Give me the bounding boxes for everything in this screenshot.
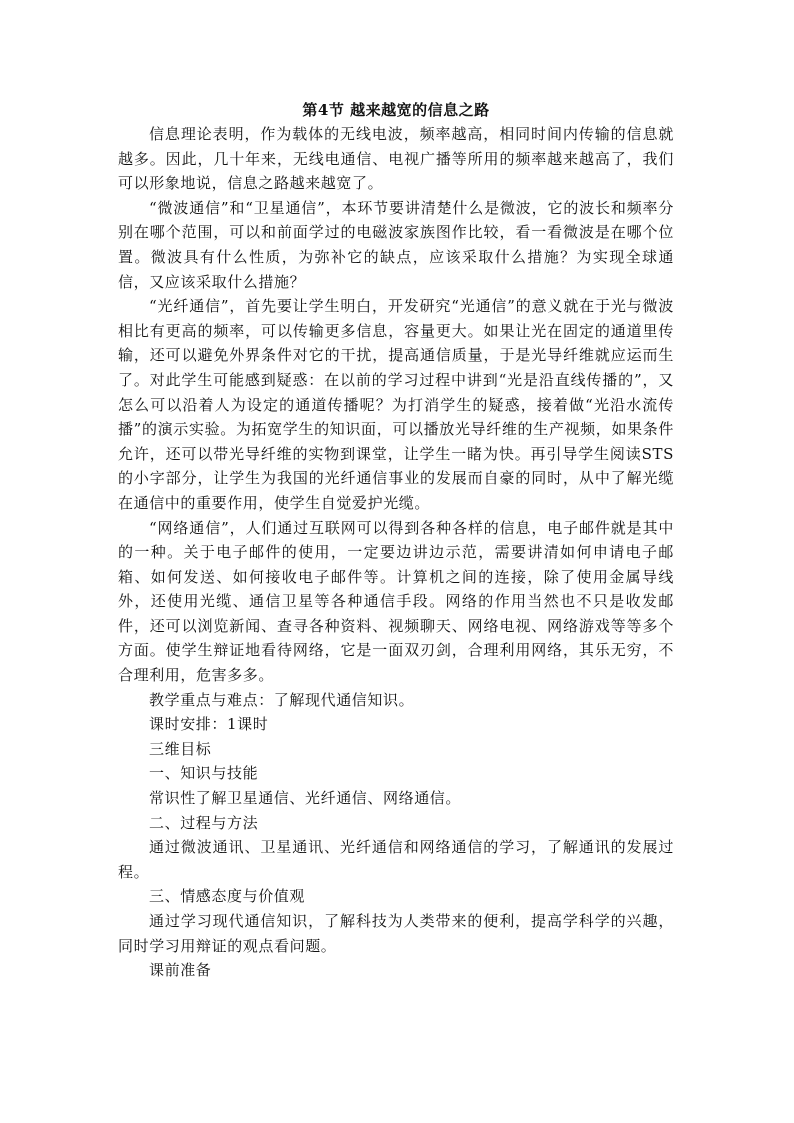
schedule: 课时安排：1课时 — [149, 715, 269, 734]
paragraph-intro: 信息理论表明，作为载体的无线电波，频率越高，相同时间内传输的信息就越多。因此，几十年来，无线电通信、电视广播等所用的频率越来越高了，我们可以形象地说，信息之路越来越宽了。 — [118, 125, 674, 193]
section-knowledge-body: 常识性了解卫星通信、光纤通信、网络通信。 — [149, 789, 462, 808]
section-process-heading: 二、过程与方法 — [149, 813, 259, 832]
document-title: 第4节 越来越宽的信息之路 — [302, 101, 490, 119]
section-attitude-body: 通过学习现代通信知识，了解科技为人类带来的便利，提高学科学的兴趣，同时学习用辩证的观点看问题。 — [118, 912, 674, 955]
document-page — [118, 100, 674, 983]
section-attitude-heading: 三、情感态度与价值观 — [149, 887, 306, 906]
prep-heading: 课前准备 — [149, 961, 212, 980]
section-process-body: 通过微波通讯、卫星通讯、光纤通信和网络通信的学习，了解通讯的发展过程。 — [118, 838, 674, 881]
section-knowledge-heading: 一、知识与技能 — [149, 764, 259, 783]
paragraph-network: “网络通信”，人们通过互联网可以得到各种各样的信息，电子邮件就是其中的一种。关于电子邮件的使用，一定要边讲边示范，需要讲清如何申请电子邮箱、如何发送、如何接收电子邮件等。计算机之间的连接，除了使用金属导线外，还使用光缆、通信卫星等各种通信手段。网络的作用当然也不只是收发邮件，还可以浏览新闻、查寻各种资料、视频聊天、网络电视、网络游戏等等多个方面。使学生辩证地看待网络，它是一面双刃剑，合理利用网络，其乐无穷，不合理利用，危害多多。 — [118, 518, 674, 685]
paragraph-fiber: “光纤通信”，首先要让学生明白，开发研究“光通信”的意义就在于光与微波相比有更高的频率，可以传输更多信息，容量更大。如果让光在固定的通道里传输，还可以避免外界条件对它的干扰，提高通信质量，于是光导纤维就应运而生了。对此学生可能感到疑惑：在以前的学习过程中讲到“光是沿直线传播的”，又怎么可以沿着人为设定的通道传播呢？为打消学生的疑惑，接着做“光沿水流传播”的演示实验。为拓宽学生的知识面，可以播放光导纤维的生产视频，如果条件允许，还可以带光导纤维的实物到课堂，让学生一睹为快。再引导学生阅读STS的小字部分，让学生为我国的光纤通信事业的发展而自豪的同时，从中了解光缆在通信中的重要作用，使学生自觉爱护光缆。 — [118, 297, 674, 512]
objectives-heading: 三维目标 — [149, 739, 212, 758]
paragraph-microwave: “微波通信”和“卫星通信”，本环节要讲清楚什么是微波，它的波长和频率分别在哪个范围，可以和前面学过的电磁波家族图作比较，看一看微波是在哪个位置。微波具有什么性质，为弥补它的缺点，应该采取什么措施？为实现全球通信，又应该采取什么措施？ — [118, 198, 674, 291]
key-points: 教学重点与难点：了解现代通信知识。 — [149, 690, 415, 709]
